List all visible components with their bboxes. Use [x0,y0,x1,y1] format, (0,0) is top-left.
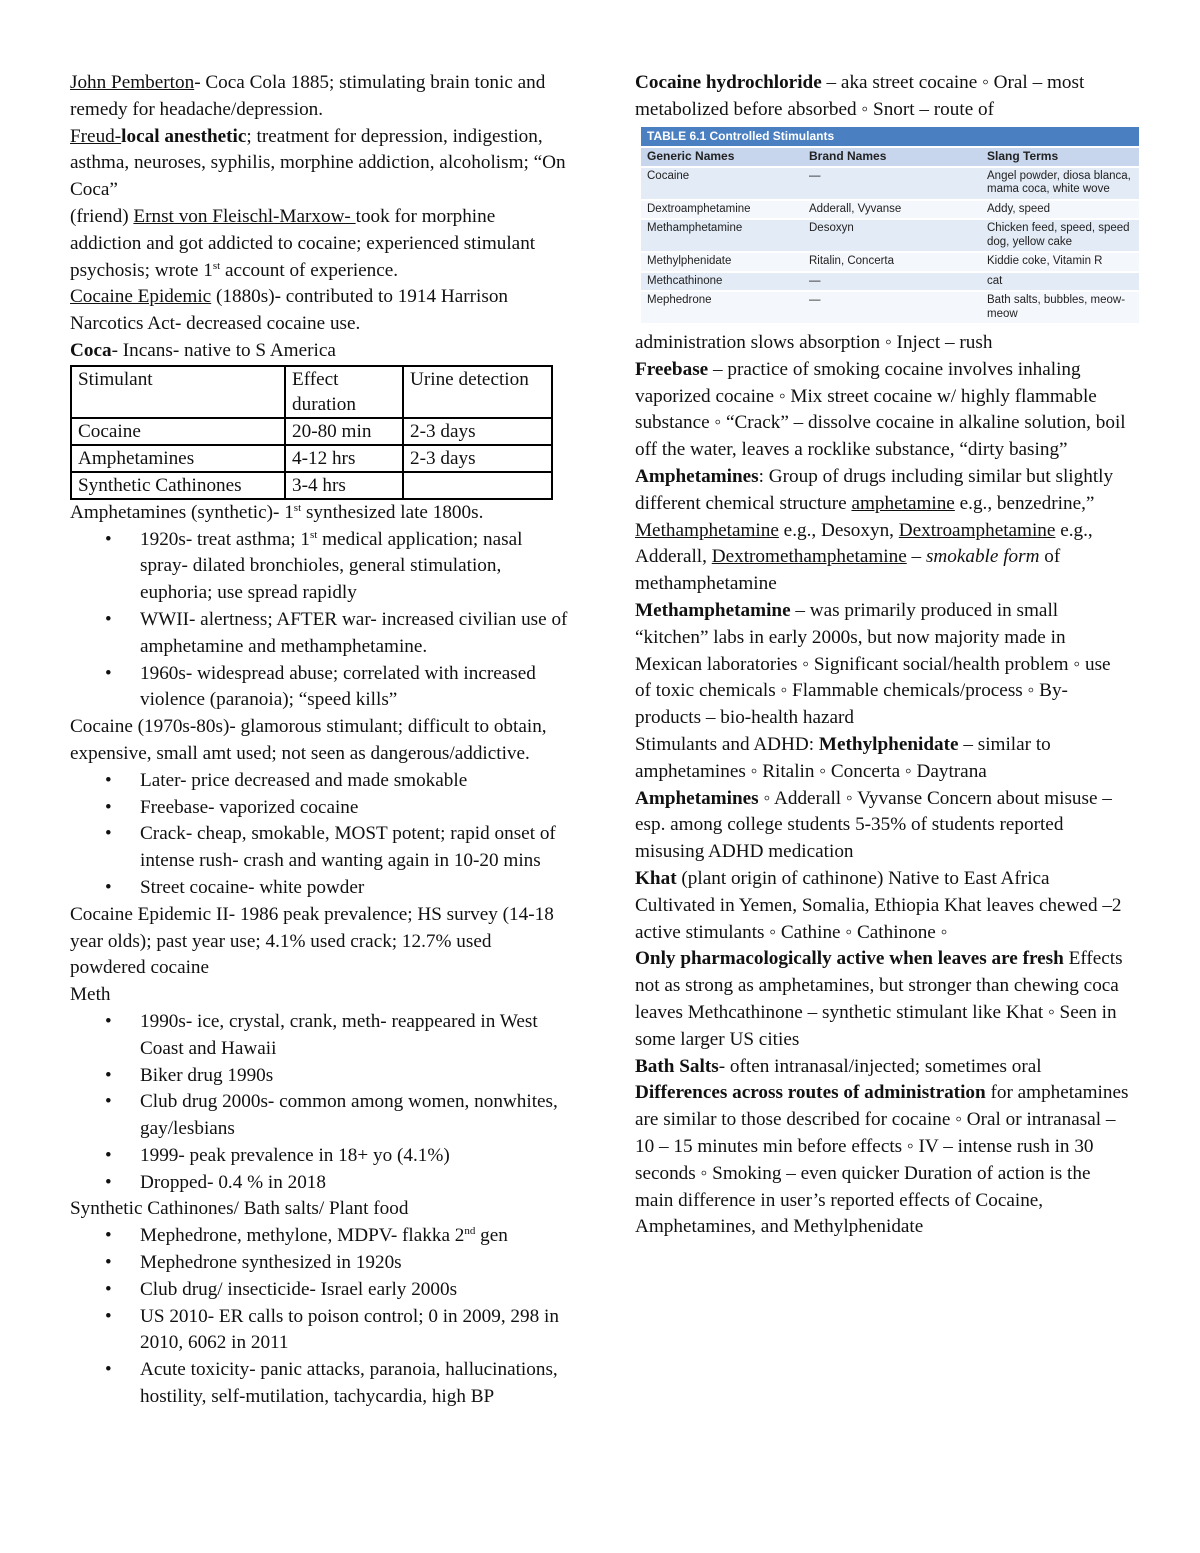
table-cell: 20-80 min [285,418,403,445]
figure-caption: TABLE 6.1 Controlled Stimulants [641,127,1139,148]
paragraph-freebase [635,357,1130,464]
term-amphetamine: amphetamine [851,492,955,514]
figure-row [641,252,1139,272]
term-amphetamines: Amphetamines [635,466,759,488]
left-column [70,70,570,1411]
freud-text: ; treatment for depression, indigestion, asthma, neuroses, syphilis, morphine addiction, alcoholism; “On Coca” [70,125,566,201]
figure-cell: — [803,272,981,292]
term-methamphetamine-bold: Methamphetamine [635,600,791,622]
amph-text2: synthesized late 1800s. [301,501,484,523]
paragraph-freud [70,124,570,204]
fleischl-pre: (friend) [70,205,134,227]
figure-cell: Addy, speed [981,200,1139,220]
amph-group-text: e.g., Desoxyn, [778,519,899,541]
list-item: • Club drug 2000s- common among women, nonwhites, gay/lesbians [140,1089,570,1143]
term-dextroamphetamine: Dextroamphetamine [898,519,1056,541]
list-item: • Biker drug 1990s [140,1063,570,1090]
paragraph-routes [635,1080,1130,1241]
item-text: Mephedrone, methylone, MDPV- flakka 2 [140,1225,465,1247]
cathinones-list [70,1223,570,1411]
item-text: medical application; nasal spray- dilated bronchioles, general stimulation, euphoria; use spread rapidly [140,528,523,604]
figure-cell: Methcathinone [641,272,803,292]
bath-salts-text: - often intranasal/injected; sometimes oral [718,1055,1042,1077]
table-cell: 4-12 hrs [285,445,403,472]
list-item: • 1999- peak prevalence in 18+ yo (4.1%) [140,1143,570,1170]
amph-group-text: – [906,546,926,568]
term-amphetamines-bold: Amphetamines [635,787,759,809]
list-item [140,527,570,607]
list-item: • 1990s- ice, crystal, crank, meth- reappeared in West Coast and Hawaii [140,1009,570,1063]
figure-cell: — [803,167,981,200]
fleischl-sup: st [212,259,221,272]
amph-sup: st [293,501,302,514]
methamphetamine-text: – was primarily produced in small “kitchen” labs in early 2000s, but now majority made in Mexican laboratories ◦ Significant social/health problem ◦ use of toxic chemicals ◦ Flammable chemicals/process ◦ By-products – bio-health hazard [635,600,1111,729]
list-item: • Freebase- vaporized cocaine [140,795,570,822]
figure-cell: Methylphenidate [641,252,803,272]
term-dextromethamphetamine: Dextromethamphetamine [711,546,907,568]
term-freebase: Freebase [635,358,709,380]
figure-row [641,167,1139,200]
figure-cell: Mephedrone [641,291,803,324]
fleischl-text2: account of experience. [220,259,399,281]
paragraph-pemberton [70,70,570,124]
figure-row [641,200,1139,220]
figure-cell: — [803,291,981,324]
table-row [71,445,552,472]
hydrochloride-text: – aka street cocaine ◦ Oral – most metabolized before absorbed ◦ Snort – route of [635,72,1085,120]
term-coca: Coca [70,339,112,361]
name-pemberton: John Pemberton [70,72,195,93]
table-cell: Cocaine [71,418,285,445]
name-freud: Freud- [70,125,122,147]
heading-meth: Meth [70,984,111,1006]
term-cocaine-hydrochloride: Cocaine hydrochloride [635,72,822,93]
adhd-pre: Stimulants and ADHD: [635,734,819,756]
coca-text: - Incans- native to S America [111,339,336,361]
amph-group-text: e.g., benzedrine,” [954,492,1095,514]
figure-cell: Dextroamphetamine [641,200,803,220]
meth-list [70,1009,570,1197]
paragraph-methamphetamine [635,598,1130,732]
list-item: • Acute toxicity- panic attacks, paranoia, hallucinations, hostility, self-mutilation, tachycardia, high BP [140,1357,570,1411]
table-header: Urine detection [403,366,552,418]
figure-header: Slang Terms [981,147,1139,167]
term-only-active-fresh: Only pharmacologically active when leaves are fresh [635,948,1064,970]
fleischl-text: took for morphine addiction and got addicted to cocaine; experienced stimulant psychosis; wrote 1 [70,205,536,281]
amph-group-text: : Group of drugs including similar but slightly different chemical structure [635,466,1114,514]
table-cell [403,472,552,499]
table-cell: Synthetic Cathinones [71,472,285,499]
fresh-text: Effects not as strong as amphetamines, but stronger than chewing coca leaves Methcathinone – synthetic stimulant like Khat ◦ Seen in some larger US cities [635,948,1123,1050]
list-item: • 1960s- widespread abuse; correlated with increased violence (paranoia); “speed kills” [140,661,570,715]
figure-row [641,219,1139,252]
figure-cell: Bath salts, bubbles, meow-meow [981,291,1139,324]
paragraph-coca [70,338,570,365]
table-row [71,418,552,445]
figure-header: Generic Names [641,147,803,167]
figure-cell: cat [981,272,1139,292]
figure-cell: Adderall, Vyvanse [803,200,981,220]
list-item: • Dropped- 0.4 % in 2018 [140,1170,570,1197]
term-methamphetamine: Methamphetamine [635,519,779,541]
term-differences-routes: Differences across routes of administration [635,1082,986,1104]
list-item: • Later- price decreased and made smokable [140,768,570,795]
figure-cell: Chicken feed, speed, speed dog, yellow cake [981,219,1139,252]
amph-group-text: e.g., Adderall, [635,519,1093,568]
figure-cell: Ritalin, Concerta [803,252,981,272]
table-cell: 2-3 days [403,418,552,445]
paragraph-fleischl [70,204,570,284]
paragraph-amphetamines [70,500,570,527]
figure-row [641,291,1139,324]
cocaine-1970s-list [70,768,570,902]
term-cocaine-epidemic: Cocaine Epidemic [70,286,212,308]
paragraph-cocaine-1970s: Cocaine (1970s-80s)- glamorous stimulant; difficult to obtain, expensive, small amt used; not seen as dangerous/addictive. [70,716,547,764]
term-khat: Khat [635,868,677,890]
item-sup: st [309,528,318,541]
cocaine-epidemic-text: (1880s)- contributed to 1914 Harrison Narcotics Act- decreased cocaine use. [70,286,509,335]
khat-text: (plant origin of cathinone) Native to East Africa Cultivated in Yemen, Somalia, Ethiopia Khat leaves chewed –2 active stimulants ◦ Cathine ◦ Cathinone ◦ [635,868,1122,943]
figure-cell: Methamphetamine [641,219,803,252]
paragraph-amphetamines-misuse [635,786,1130,866]
right-column [635,70,1130,1241]
figure-row [641,272,1139,292]
item-text: 1920s- treat asthma; 1 [140,528,310,550]
table-cell: 2-3 days [403,445,552,472]
paragraph-pharmacologically-active [635,946,1130,1053]
paragraph-administration: administration slows absorption ◦ Inject – rush [635,332,993,354]
figure-cell: Angel powder, diosa blanca, mama coca, white wove [981,167,1139,200]
table-header: Effect duration [285,366,403,418]
heading-synthetic-cathinones: Synthetic Cathinones/ Bath salts/ Plant food [70,1198,409,1220]
paragraph-amphetamines-group [635,464,1130,598]
figure-cell: Desoxyn [803,219,981,252]
paragraph-cocaine-epidemic [70,284,570,338]
amph-group-text: of methamphetamine [635,546,1061,595]
term-smokable-form: smokable form [925,546,1040,568]
adhd-text: – similar to amphetamines ◦ Ritalin ◦ Concerta ◦ Daytrana [635,734,1051,782]
misuse-text: ◦ Adderall ◦ Vyvanse Concern about misuse – esp. among college students 5-35% of students reported misusing ADHD medication [635,787,1112,863]
term-bath-salts: Bath Salts [635,1055,719,1077]
pemberton-text: - Coca Cola 1885; stimulating brain tonic and remedy for headache/depression. [70,72,546,120]
figure-header: Brand Names [803,147,981,167]
name-fleischl: Ernst von Fleischl-Marxow- [133,205,356,227]
table-cell: Amphetamines [71,445,285,472]
routes-text: for amphetamines are similar to those described for cocaine ◦ Oral or intranasal – 10 – 15 minutes min before effects ◦ IV – intense rush in 30 seconds ◦ Smoking – even quicker Duration of action is the main difference in user’s reported effects of Cocaine, Amphetamines, and Methylphenidate [635,1082,1129,1238]
term-methylphenidate: Methylphenidate [818,734,959,756]
controlled-stimulants-figure [641,127,1139,326]
table-header-row [71,366,552,418]
item-text: gen [475,1225,508,1247]
list-item: • US 2010- ER calls to poison control; 0 in 2009, 298 in 2010, 6062 in 2011 [140,1304,570,1358]
table-row [71,472,552,499]
list-item: • Crack- cheap, smokable, MOST potent; rapid onset of intense rush- crash and wanting again in 10-20 mins [140,821,570,875]
amph-text: Amphetamines (synthetic)- 1 [70,501,294,523]
item-sup: nd [464,1225,476,1238]
term-local-anesthetic: local anesthetic [121,125,247,147]
list-item: • WWII- alertness; AFTER war- increased civilian use of amphetamine and methamphetamine. [140,607,570,661]
figure-cell: Kiddie coke, Vitamin R [981,252,1139,272]
table-cell: 3-4 hrs [285,472,403,499]
paragraph-cocaine-hydrochloride [635,70,1130,124]
amphetamines-list [70,527,570,715]
paragraph-bath-salts [635,1054,1130,1081]
list-item: • Street cocaine- white powder [140,875,570,902]
list-item [140,1223,570,1250]
paragraph-khat [635,866,1130,946]
paragraph-adhd [635,732,1130,786]
list-item: • Club drug/ insecticide- Israel early 2000s [140,1277,570,1304]
figure-cell: Cocaine [641,167,803,200]
list-item: • Mephedrone synthesized in 1920s [140,1250,570,1277]
table-header: Stimulant [71,366,285,418]
paragraph-epidemic-2: Cocaine Epidemic II- 1986 peak prevalence; HS survey (14-18 year olds); past year use; 4.1% used crack; 12.7% used powdered cocaine [70,903,554,979]
freebase-text: – practice of smoking cocaine involves inhaling vaporized cocaine ◦ Mix street cocaine w/ highly flammable substance ◦ “Crack” – dissolve cocaine in alkaline solution, boil off the water, leaves a rocklike substance, “dirty basing” [635,358,1126,461]
urine-detection-table [70,365,553,500]
